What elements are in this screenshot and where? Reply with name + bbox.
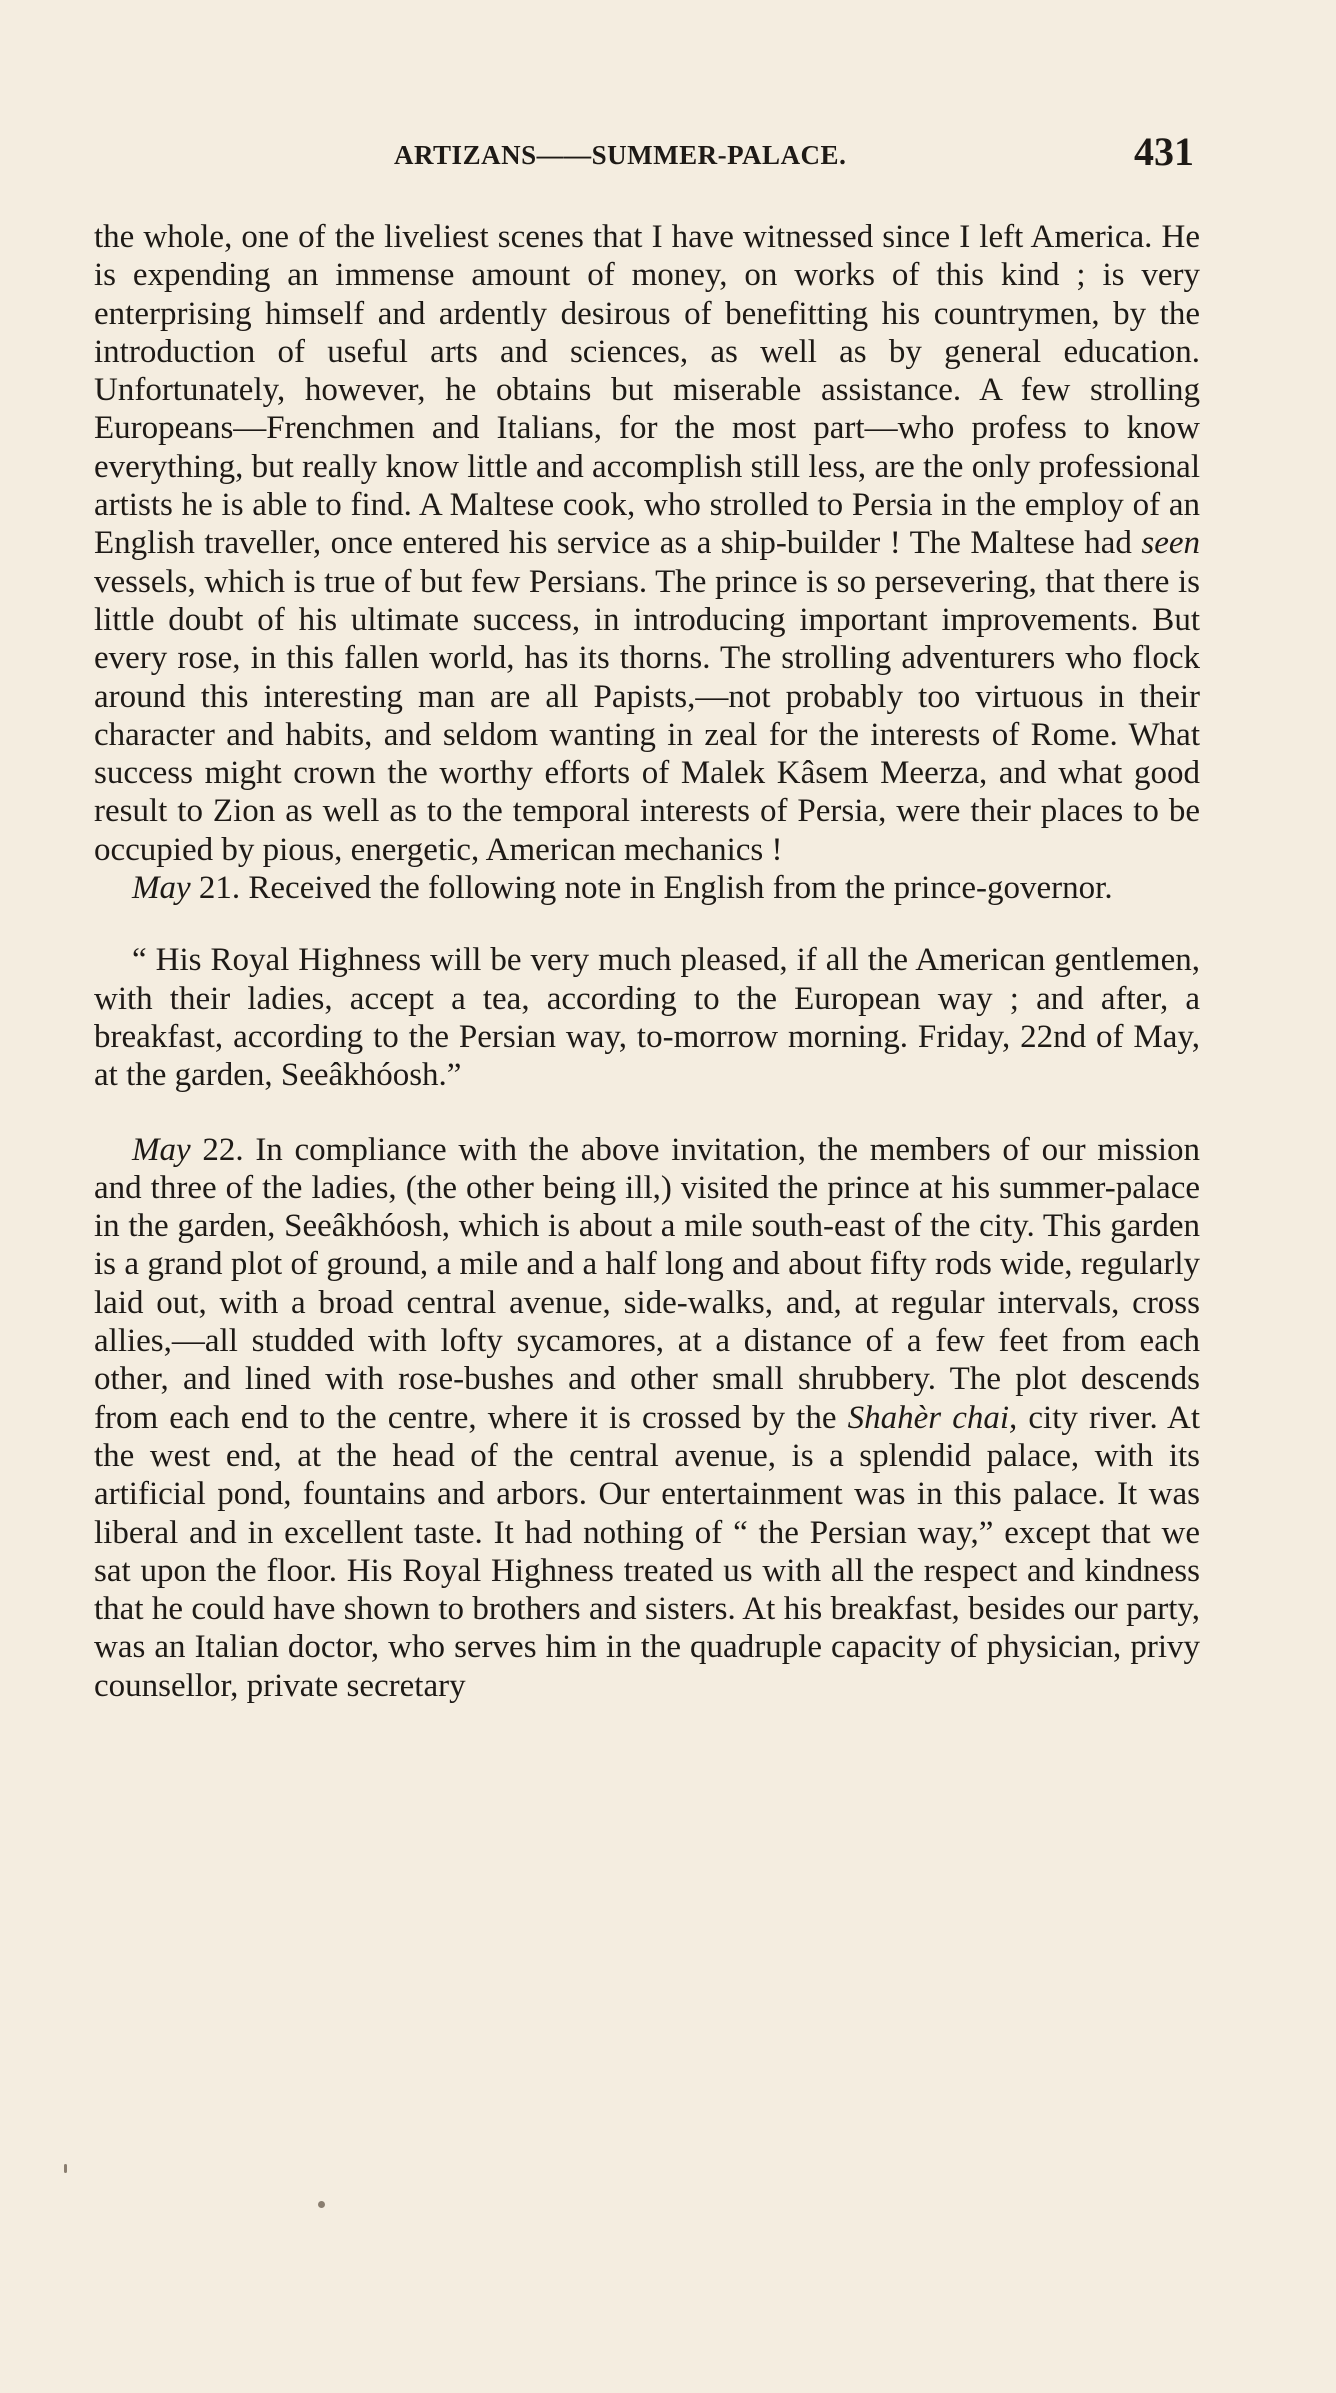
- paragraph-2-date: May: [132, 870, 191, 907]
- paper-speck-small: [64, 2164, 67, 2173]
- paragraph-4-italic: Shahèr chai,: [847, 1399, 1018, 1436]
- quoted-note-text: “ His Royal Highness will be very much pleased, if all the American gentlemen, with their ladies, accept a tea, according to the European way ; and after, a breakfast, according to the Persian way, to-morrow morning. Friday, 22nd of May, at the garden, Seeâkhóosh.”: [94, 942, 1200, 1094]
- body-text: [94, 218, 1200, 1705]
- paragraph-1-text: the whole, one of the liveliest scenes that I have witnessed since I left America. He is expending an immense amount of money, on works of this kind ; is very enterprising himself and ardently desirous of benefitting his countrymen, by the introduction of useful arts and sciences, as well as by general education. Unfortunately, however, he obtains but miserable assistance. A few strolling Europeans—Frenchmen and Italians, for the most part—who profess to know everything, but really know little and accomplish still less, are the only professional artists he is able to find. A Maltese cook, who strolled to Persia in the employ of an English traveller, once entered his service as a ship-builder ! The Maltese had: [94, 219, 1200, 562]
- paragraph-4-text: 22. In compliance with the above invitation, the members of our mission and three of the ladies, (the other being ill,) visited the prince at his summer-palace in the garden, Seeâkhóosh, which is about a mile south-east of the city. This garden is a grand plot of ground, a mile and a half long and about fifty rods wide, regularly laid out, with a broad central avenue, side-walks, and, at regular intervals, cross allies,—all studded with lofty sycamores, at a distance of a few feet from each other, and lined with rose-bushes and other small shrubbery. The plot descends from each end to the centre, where it is crossed by the: [94, 1131, 1200, 1436]
- page-number: 431: [1134, 129, 1194, 174]
- paragraph-1-italic: seen: [1141, 525, 1200, 562]
- paragraph-4-date: May: [132, 1131, 191, 1168]
- paragraph-4-text-after: city river. At the west end, at the head of the central avenue, is a splendid palace, with its artificial pond, fountains and arbors. Our entertainment was in this palace. It was liberal and in excellent taste. It had nothing of “ the Persian way,” except that we sat upon the floor. His Royal Highness treated us with all the respect and kindness that he could have shown to brothers and sisters. At his breakfast, besides our party, was an Italian doctor, who serves him in the quadruple capacity of physician, privy counsellor, private secretary: [94, 1399, 1200, 1704]
- paragraph-1-text-after: vessels, which is true of but few Persians. The prince is so persevering, that there is little doubt of his ultimate success, in introducing important improvements. But every rose, in this fallen world, has its thorns. The strolling adventurers who flock around this interesting man are all Papists,—not probably too virtuous in their character and habits, and seldom wanting in zeal for the interests of Rome. What success might crown the worthy efforts of Malek Kâsem Meerza, and what good result to Zion as well as to the temporal interests of Persia, were their places to be occupied by pious, energetic, American mechanics !: [94, 563, 1200, 868]
- running-head: ARTIZANS——SUMMER-PALACE.: [394, 140, 847, 170]
- paragraph-2-text: 21. Received the following note in English from the prince-governor.: [190, 870, 1113, 907]
- paragraph-2: [94, 869, 1200, 907]
- paragraph-1: [94, 218, 1200, 869]
- paper-speck: [318, 2201, 325, 2208]
- page-header: [94, 128, 1194, 188]
- paragraph-4: [94, 1131, 1200, 1705]
- quoted-note: [94, 941, 1200, 1094]
